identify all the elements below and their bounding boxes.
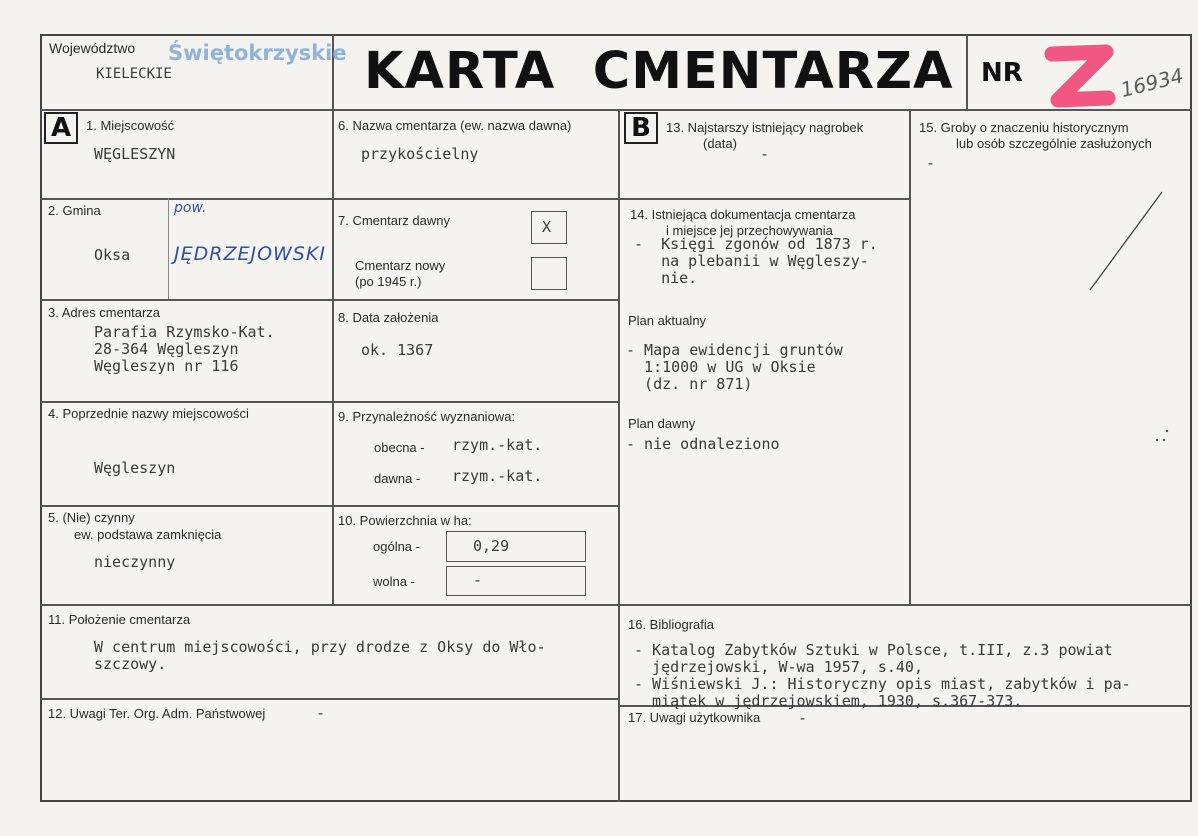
wojewodztwo-stamp: Świętokrzyskie [168,41,347,65]
field-10-ogolna-label: ogólna - [373,539,420,554]
header-bottom-line [40,109,1192,111]
plan-aktualny-line-3: (dz. nr 871) [626,375,753,393]
cmentarz-nowy-label-line-2: (po 1945 r.) [355,274,422,289]
field-11-line-2: szczowy. [94,655,167,673]
field-15-label-line-1: 15. Groby o znaczeniu historycznym [919,120,1129,135]
col-divider-b [909,109,911,605]
field-9-obecna-label: obecna - [374,440,425,455]
field-15-value: - [926,154,936,172]
field-14-line-3: nie. [634,269,698,287]
field-13-value: - [760,145,770,163]
field-3-line-2: 28-364 Węgleszyn [94,340,239,358]
plan-aktualny-label: Plan aktualny [628,313,707,328]
field-1-label: 1. Miejscowość [86,118,175,133]
field-13-label-line-2: (data) [703,136,737,151]
field-9-dawna-value: rzym.-kat. [452,467,543,485]
row-line-6 [40,698,620,700]
field-9-obecna-value: rzym.-kat. [452,436,543,454]
field-15-strike-line [1086,188,1166,294]
field-10-wolna-box [446,566,586,596]
row-line-4 [40,505,620,507]
field-4-label: 4. Poprzednie nazwy miejscowości [48,406,249,421]
wojewodztwo-label: Województwo [49,40,136,56]
field-14-line-1: - Księgi zgonów od 1873 r. [634,235,878,253]
nr-handwritten-number: 16934 [1118,63,1186,102]
field-7-label: 7. Cmentarz dawny [338,213,450,228]
gmina-pow-note: pow. [174,200,207,216]
field-11-label: 11. Położenie cmentarza [48,612,191,627]
field-5-label-line-2: ew. podstawa zamknięcia [74,527,222,542]
field-14-label-line-2: i miejsce jej przechowywania [666,223,833,238]
field-3-line-3: Węgleszyn nr 116 [94,357,239,375]
card-title: KARTA CMENTARZA [364,42,954,101]
field-9-label: 9. Przynależność wyznaniowa: [338,409,516,424]
plan-aktualny-line-1: - Mapa ewidencji gruntów [626,341,843,359]
field-14-line-2: na plebanii w Węgleszy- [634,252,869,270]
field-4-value: Węgleszyn [94,459,176,477]
nr-marker-z-icon [1044,44,1116,110]
gmina-divider [168,198,169,299]
field-16-line-1: - Katalog Zabytków Sztuki w Polsce, t.III, z.3 powiat [634,641,1113,659]
field-16-label: 16. Bibliografia [628,617,714,632]
field-8-label: 8. Data założenia [338,310,439,325]
field-2-value: Oksa [94,246,131,264]
field-14-label-line-1: 14. Istniejąca dokumentacja cmentarza [630,207,856,222]
cmentarz-dawny-checkbox [531,211,567,244]
field-17-value: - [798,709,808,727]
nr-label: NR [981,58,1023,88]
field-6-label: 6. Nazwa cmentarza (ew. nazwa dawna) [338,118,572,133]
field-9-dawna-label: dawna - [374,471,421,486]
cmentarz-nowy-checkbox [531,257,567,290]
cmentarz-dawny-mark: X [542,218,552,236]
gmina-powiat-handwritten: JĘDRZEJOWSKI [174,243,326,265]
col-divider-a [332,109,334,605]
plan-dawny-label: Plan dawny [628,416,696,431]
field-6-value: przykościelny [361,145,479,163]
header-divider-right [966,34,968,110]
field-2-label: 2. Gmina [48,203,101,218]
field-16-line-2: jędrzejowski, W-wa 1957, s.40, [634,658,923,676]
row-line-5 [40,604,1192,606]
row-line-2 [40,299,620,301]
field-10-wolna-label: wolna - [373,574,415,589]
plan-aktualny-line-2: 1:1000 w UG w Oksie [626,358,816,376]
wojewodztwo-value: KIELECKIE [96,66,172,82]
plan-dawny-value: - nie odnaleziono [626,435,780,453]
field-5-value: nieczynny [94,553,176,571]
field-11-line-1: W centrum miejscowości, przy drodze z Oksy do Wło- [94,638,546,656]
row-line-1 [40,198,620,200]
field-15-label-line-2: lub osób szczególnie zasłużonych [956,136,1152,151]
field-3-label: 3. Adres cmentarza [48,305,160,320]
field-8-value: ok. 1367 [361,341,434,359]
section-b-marker: B [624,112,658,144]
field-10-label: 10. Powierzchnia w ha: [338,513,472,528]
field-10-ogolna-box [446,531,586,562]
field-10-ogolna-value: 0,29 [473,537,510,555]
field-5-label-line-1: 5. (Nie) czynny [48,510,135,525]
field-12-label: 12. Uwagi Ter. Org. Adm. Państwowej [48,706,266,721]
row-line-3 [40,401,620,403]
field-16-line-3: - Wiśniewski J.: Historyczny opis miast, zabytków i pa- [634,675,1131,693]
section-a-marker: A [44,112,78,144]
field-12-value: - [316,704,326,722]
row-line-b1 [618,198,911,200]
field-3-line-1: Parafia Rzymsko-Kat. [94,323,275,341]
field-13-label-line-1: 13. Najstarszy istniejący nagrobek [666,120,864,135]
field-10-wolna-value: - [473,571,483,589]
field-17-label: 17. Uwagi użytkownika [628,710,761,725]
pencil-dots-mark [1153,428,1173,444]
field-1-value: WĘGLESZYN [94,145,176,163]
cmentarz-nowy-label-line-1: Cmentarz nowy [355,258,446,273]
field-16-line-4: miątek w jędrzejowskiem, 1930, s.367-373. [634,692,1023,710]
